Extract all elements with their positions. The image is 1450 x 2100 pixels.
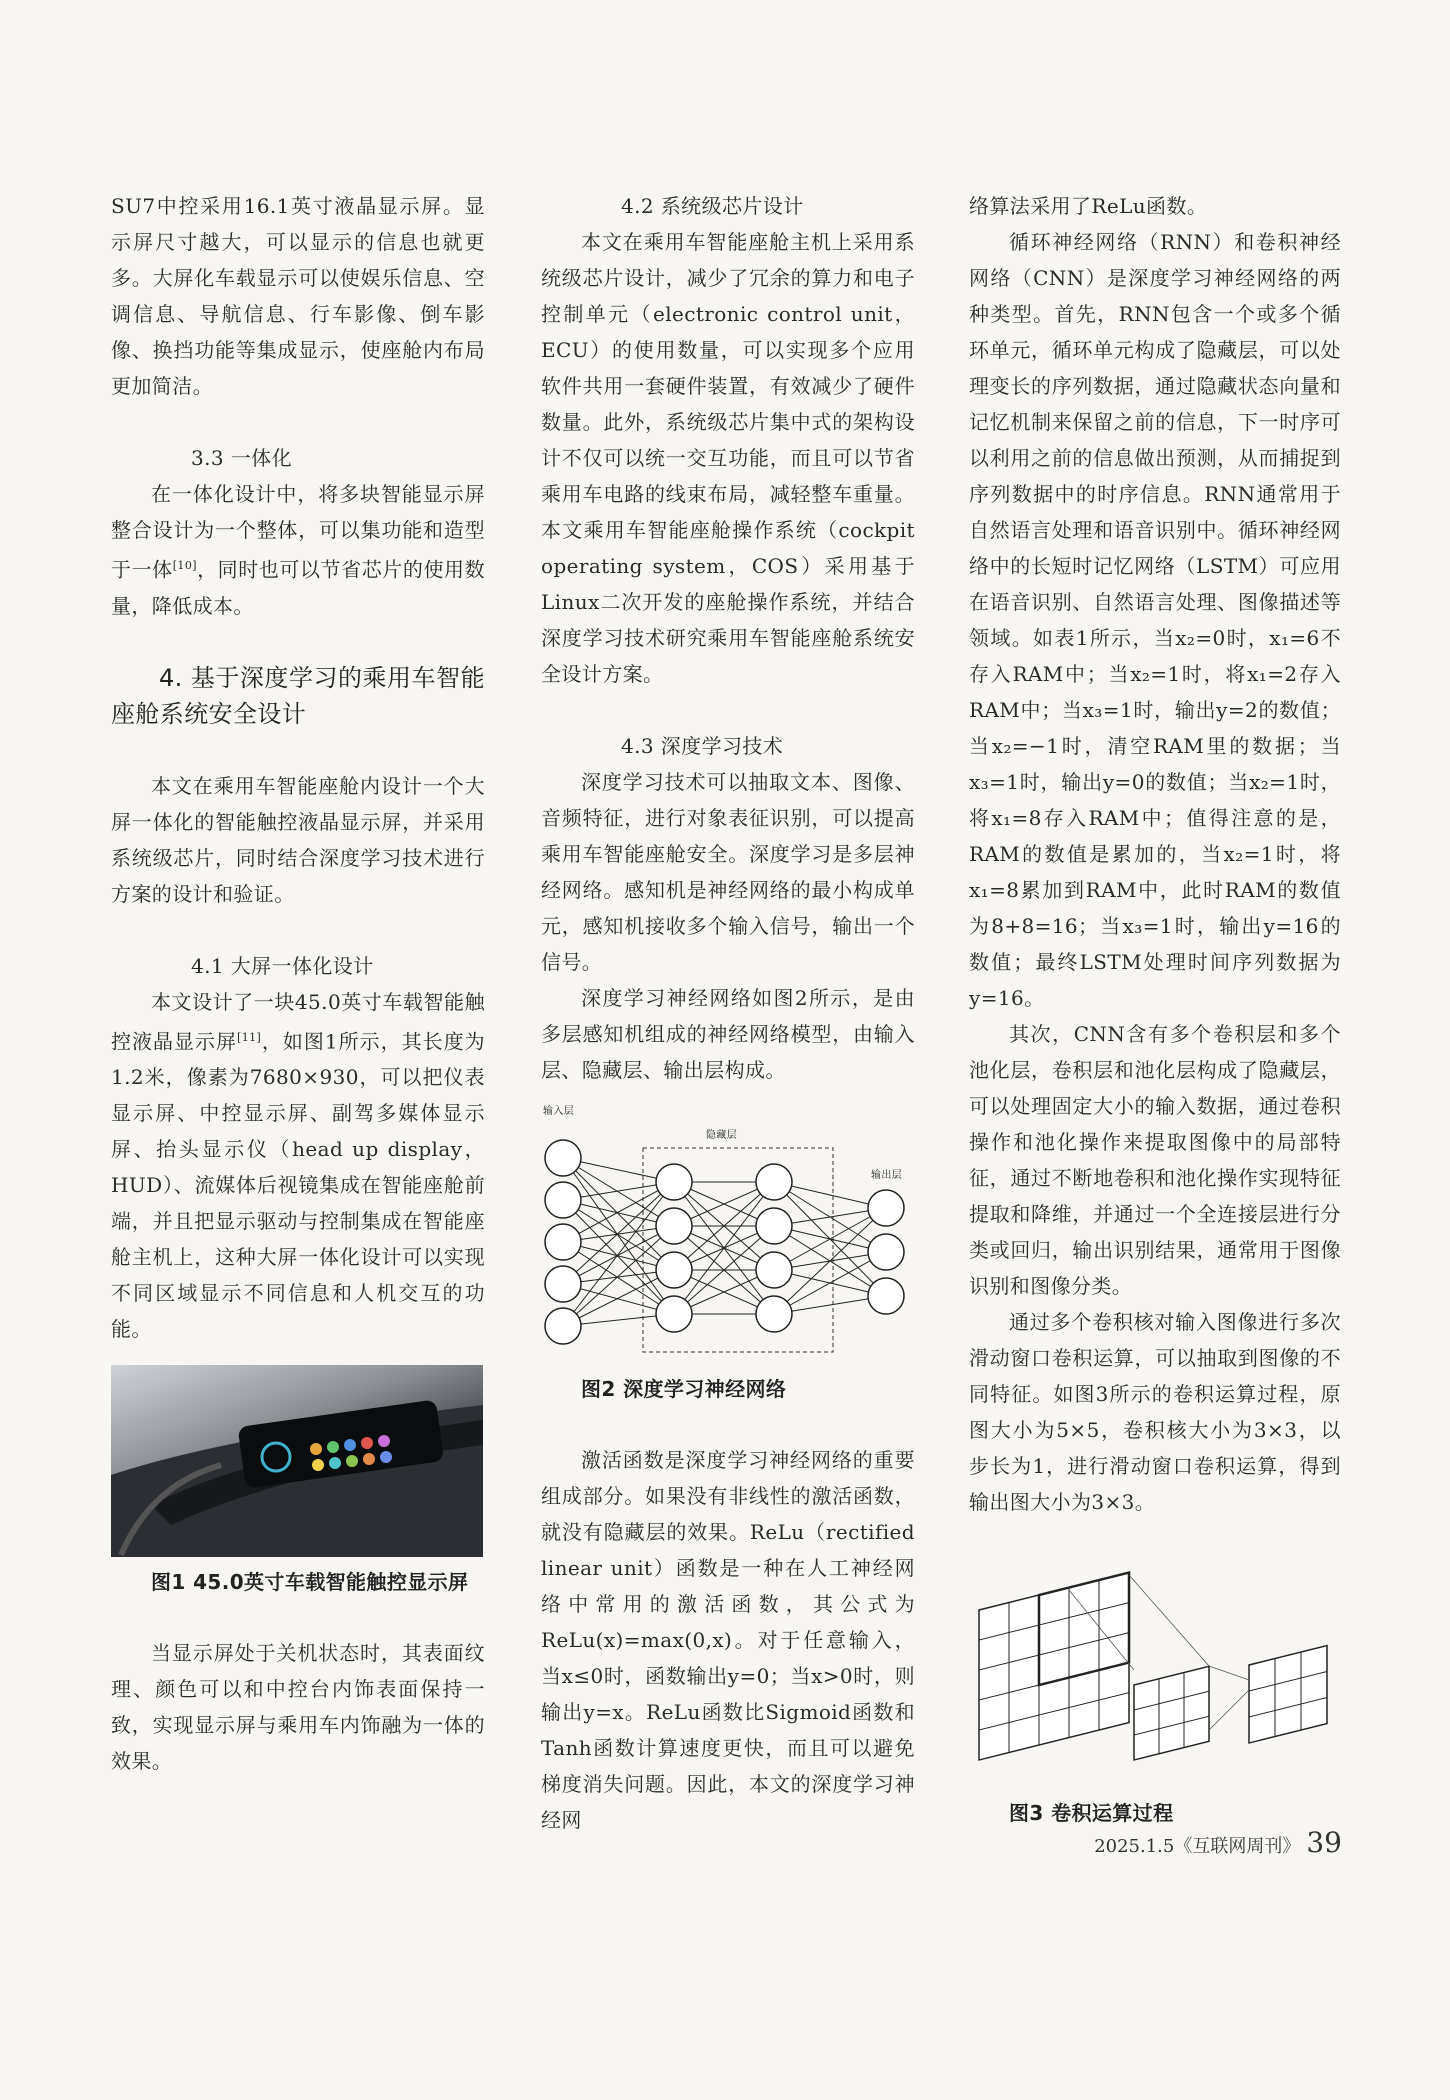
output-grid-3x3: [1249, 1646, 1327, 1743]
nn-node: [756, 1208, 792, 1244]
paragraph: 本文在乘用车智能座舱主机上采用系统级芯片设计，减少了冗余的算力和电子控制单元（electronic control unit，ECU）的使用数量，可以实现多个应用软件共用一套硬件装置，有效减少了硬件数量。此外，系统级芯片集中式的架构设计不仅可以统一交互功能，而且可以节省乘用车电路的线束布局，减轻整车重量。本文乘用车智能座舱操作系统（cockpit operating system，COS）采用基于Linux二次开发的座舱操作系统，并结合深度学习技术研究乘用车智能座舱系统安全设计方案。: [541, 230, 915, 686]
nn-connection: [563, 1200, 674, 1314]
section-heading-4-1: 4.1 大屏一体化设计: [191, 953, 374, 978]
nn-node: [756, 1296, 792, 1332]
paragraph: SU7中控采用16.1英寸液晶显示屏。显示屏尺寸越大，可以显示的信息也就更多。大屏化车载显示可以使娱乐信息、空调信息、导航信息、行车影像、倒车影像、换挡功能等集成显示，使座舱内布局更加简洁。: [111, 194, 485, 398]
paragraph: 其次，CNN含有多个卷积层和多个池化层，卷积层和池化层构成了隐藏层，可以处理固定大小的输入数据，通过卷积操作和池化操作来提取图像中的局部特征，通过不断地卷积和池化操作实现特征提取和降维，并通过一个全连接层进行分类或回归，输出识别结果，通常用于图像识别和图像分类。: [969, 1022, 1341, 1298]
paragraph: 深度学习技术可以抽取文本、图像、音频特征，进行对象表征识别，可以提高乘用车智能座舱安全。深度学习是多层神经网络。感知机是神经网络的最小构成单元，感知机接收多个输入信号，输出一个信号。: [541, 770, 915, 974]
input-layer-label: 输入层: [543, 1106, 575, 1117]
section-heading-4-2: 4.2 系统级芯片设计: [621, 194, 804, 218]
paragraph: 循环神经网络（RNN）和卷积神经网络（CNN）是深度学习神经网络的两种类型。首先，RNN包含一个或多个循环单元，循环单元构成了隐藏层，可以处理变长的序列数据，通过隐藏状态向量和记忆机制来保留之前的信息，下一时序可以利用之前的信息做出预测，从而捕捉到序列数据中的时序信息。RNN通常用于自然语言处理和语音识别中。循环神经网络中的长短时记忆网络（LSTM）可应用在语音识别、自然语言处理、图像描述等领域。如表1所示，当x₂=0时，x₁=6不存入RAM中；当x₂=1时，将x₁=2存入RAM中；当x₃=1时，输出y=2的数值；当x₂=−1时，清空RAM里的数据；当x₃=1时，输出y=0的数值；当x₂=1时，将x₁=8存入RAM中；值得注意的是，RAM的数值是累加的，当x₂=1时，将x₁=8累加到RAM中，此时RAM的数值为8+8=16；当x₃=1时，输出y=16的数值；最终LSTM处理时间序列数据为y=16。: [969, 230, 1341, 1010]
paragraph: 当显示屏处于关机状态时，其表面纹理、颜色可以和中控台内饰表面保持一致，实现显示屏与乘用车内饰融为一体的效果。: [111, 1641, 485, 1774]
paragraph: 本文设计了一块45.0英寸车载智能触控液晶显示屏[11]，如图1所示，其长度为1.2米，像素为7680×930，可以把仪表显示屏、中控显示屏、副驾多媒体显示屏、抬头显示仪（head up display，HUD）、流媒体后视镜集成在智能座舱前端，并且把显示驱动与控制集成在智能座舱主机上，这种大屏一体化设计可以实现不同区域显示不同信息和人机交互的功能。: [111, 989, 485, 1342]
column-3: [969, 188, 1341, 1830]
page-footer: [1094, 1826, 1342, 1859]
nn-node: [545, 1308, 581, 1344]
paragraph: 激活函数是深度学习神经网络的重要组成部分。如果没有非线性的激活函数，就没有隐藏层的效果。ReLu（rectified linear unit）函数是一种在人工神经网络中常用的激活函数，其公式为ReLu(x)=max(0,x)。对于任意输入，当x≤0时，函数输出y=0；当x>0时，则输出y=x。ReLu函数比Sigmoid函数和Tanh函数计算速度更快，而且可以避免梯度消失问题。因此，本文的深度学习神经网: [541, 1448, 915, 1832]
paragraph: 络算法采用了ReLu函数。: [969, 194, 1208, 218]
section-heading-4-3: 4.3 深度学习技术: [621, 734, 784, 758]
column-2: [541, 188, 915, 1838]
section-heading-3-3: 3.3 一体化: [191, 446, 292, 470]
nn-node: [756, 1164, 792, 1200]
nn-node: [545, 1224, 581, 1260]
nn-node: [868, 1190, 904, 1226]
nn-node: [656, 1164, 692, 1200]
nn-node: [656, 1252, 692, 1288]
figure-3-convolution-diagram: [969, 1530, 1341, 1790]
journal-issue: 2025.1.5《互联网周刊》: [1094, 1836, 1301, 1857]
nn-node: [868, 1234, 904, 1270]
citation: [10]: [172, 559, 197, 572]
figure-3-caption: 图3 卷积运算过程: [1009, 1801, 1174, 1825]
output-layer-label: 输出层: [871, 1170, 903, 1181]
nn-node: [656, 1208, 692, 1244]
nn-node: [756, 1252, 792, 1288]
nn-node: [656, 1296, 692, 1332]
nn-node: [545, 1140, 581, 1176]
paragraph: 在一体化设计中，将多块智能显示屏整合设计为一个整体，可以集功能和造型于一体[10]，同时也可以节省芯片的使用数量，降低成本。: [111, 482, 485, 618]
figure-1-caption: 图1 45.0英寸车载智能触控显示屏: [151, 1570, 469, 1595]
hidden-layer-label: 隐藏层: [706, 1130, 738, 1141]
nn-node: [545, 1266, 581, 1302]
citation: [11]: [237, 1030, 262, 1044]
input-grid-5x5: [979, 1573, 1129, 1760]
nn-node: [545, 1182, 581, 1218]
column-1: [111, 188, 485, 1779]
section-heading-4: 4. 基于深度学习的乘用车智能座舱系统安全设计: [111, 663, 485, 728]
nn-node: [868, 1278, 904, 1314]
kernel-grid-3x3: [1134, 1666, 1209, 1760]
figure-2-neural-network: [541, 1098, 917, 1368]
figure-2-caption: 图2 深度学习神经网络: [581, 1377, 787, 1401]
paragraph: 通过多个卷积核对输入图像进行多次滑动窗口卷积运算，可以抽取到图像的不同特征。如图3所示的卷积运算过程，原图大小为5×5，卷积核大小为3×3，以步长为1，进行滑动窗口卷积运算，得到输出图大小为3×3。: [969, 1310, 1341, 1514]
figure-1-cockpit-photo: [111, 1365, 483, 1557]
paragraph: 深度学习神经网络如图2所示，是由多层感知机组成的神经网络模型，由输入层、隐藏层、输出层构成。: [541, 986, 915, 1082]
paragraph: 本文在乘用车智能座舱内设计一个大屏一体化的智能触控液晶显示屏，并采用系统级芯片，同时结合深度学习技术进行方案的设计和验证。: [111, 773, 485, 906]
page-number: 39: [1306, 1826, 1342, 1859]
